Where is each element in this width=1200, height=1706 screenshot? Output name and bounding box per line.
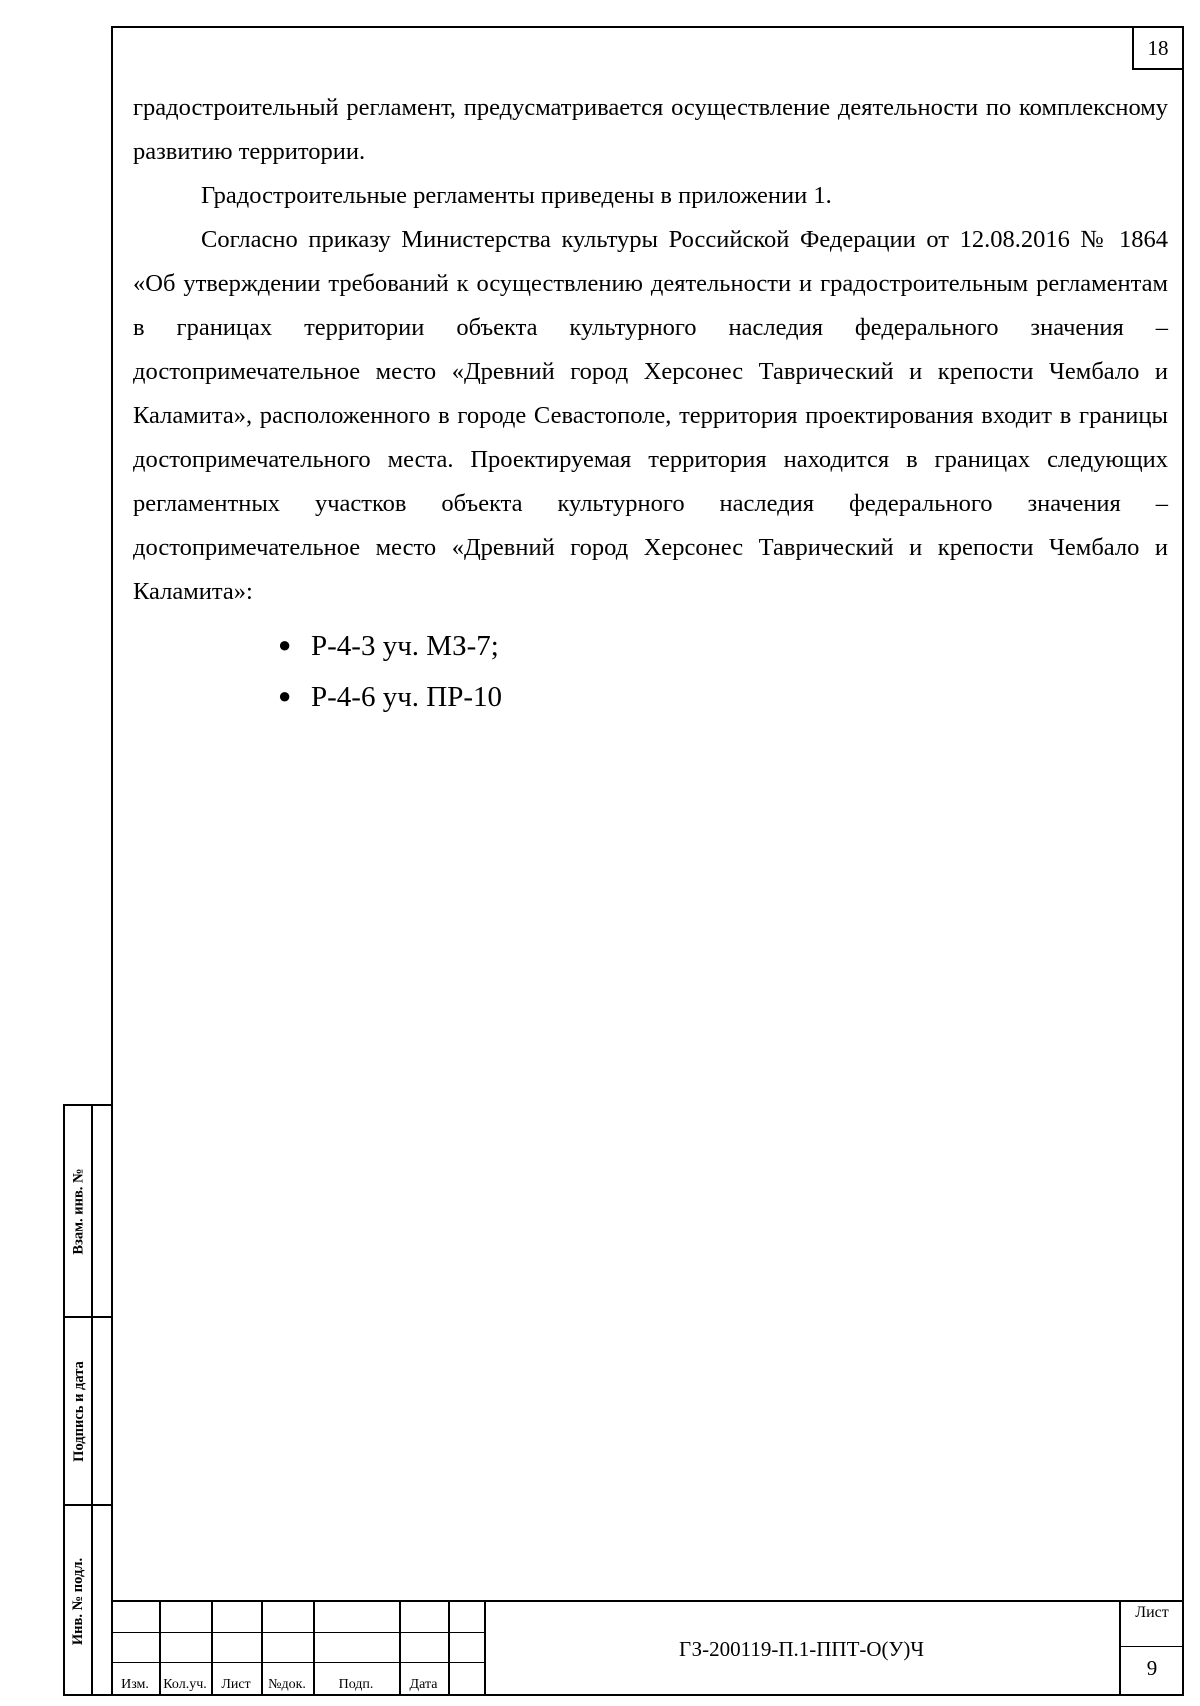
document-code: ГЗ-200119-П.1-ППТ-О(У)Ч [678,1636,925,1661]
side-label-signature-date: Подпись и дата [70,1360,87,1462]
corner-page-number: 18 [1132,28,1182,70]
side-stamp [63,1104,111,1696]
bullet-icon: ● [278,632,292,657]
regulation-plots-list [133,620,1168,722]
col-label-signature: Подп. [338,1677,374,1692]
list-item [278,671,1168,722]
title-block-col-line [1119,1602,1121,1696]
col-label-quantity: Кол.уч. [163,1677,207,1692]
list-item [278,620,1168,671]
sheet-number: 9 [1146,1656,1158,1680]
title-block-col-line [448,1602,450,1696]
col-label-sheet: Лист [221,1677,251,1692]
title-block [111,1600,1184,1696]
list-item-text: Р-4-3 уч. МЗ-7; [311,630,499,662]
paragraph-regulations: Градостроительные регламенты приведены в приложении 1. [201,182,832,209]
bullet-icon: ● [278,683,292,708]
side-label-original-inventory: Инв. № подл. [70,1557,87,1645]
col-label-change: Изм. [121,1677,149,1692]
list-item-text: Р-4-6 уч. ПР-10 [311,681,503,713]
document-body [133,86,1168,722]
title-block-row-line [111,1662,484,1663]
col-label-date: Дата [409,1677,438,1692]
sheet-label: Лист [1135,1604,1169,1621]
paragraph-order: Согласно приказу Министерства культуры Российской Федерации от 12.08.2016 № 1864 «Об утверждении требований к осуществлению деятельности и градостроительным регламентам в границах территории объекта культурного наследия федерального значения – достопримечательное место «Древний город Херсонес Таврический и крепости Чембало и Каламита», расположенного в городе Севастополе, территория проектирования входит в границы достопримечательного места. Проектируемая территория находится в границах следующих регламентных участков объекта культурного наследия федерального значения – достопримечательное место «Древний город Херсонес Таврический и крепости Чембало и Каламита»: [133,226,1168,605]
title-block-row-line [111,1632,484,1633]
col-label-doc-number: №док. [268,1677,306,1692]
side-label-replacement-inventory: Взам. инв. № [70,1167,87,1255]
title-block-row-line [1119,1646,1184,1647]
paragraph-continuation: градостроительный регламент, предусматривается осуществление деятельности по комплексному развитию территории. [133,94,1168,165]
